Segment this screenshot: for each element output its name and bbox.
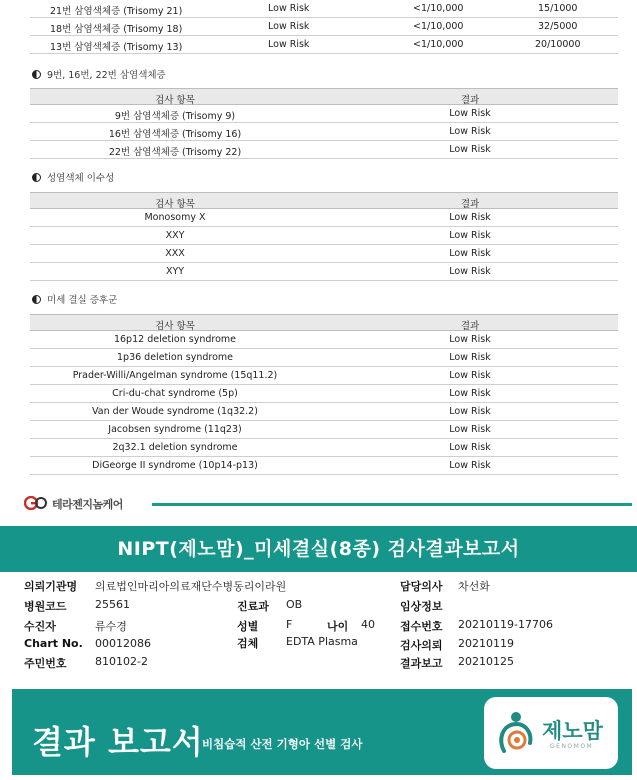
report-date-label: 결과보고	[400, 657, 443, 670]
chart-value: 00012086	[95, 637, 151, 650]
probability: <1/10,000	[413, 3, 464, 14]
receipt-value: 20210119-17706	[458, 618, 553, 631]
table-row: 16번 삼염색체증 (Trisomy 16) Low Risk	[30, 123, 618, 141]
test-result: Low Risk	[268, 39, 310, 50]
divider	[152, 503, 632, 506]
report-date-value: 20210125	[458, 655, 514, 668]
probability: <1/10,000	[413, 39, 464, 50]
report-title: NIPT(제노맘)_미세결실(8종) 검사결과보고서	[0, 526, 637, 572]
table-row: XXY Low Risk	[30, 227, 618, 245]
table-header: 검사 항목 결과	[30, 314, 618, 331]
resident-value: 810102-2	[95, 655, 148, 668]
subject-label: 수진자	[24, 620, 56, 633]
sex-chromosome-table	[30, 192, 618, 281]
trisomy-9-16-22-table	[30, 88, 618, 159]
department-value: OB	[286, 598, 303, 611]
table-row: 16p12 deletion syndrome Low Risk	[30, 331, 618, 349]
test-result: Low Risk	[268, 21, 310, 32]
table-row: 2q32.1 deletion syndrome Low Risk	[30, 439, 618, 457]
table-row: XYY Low Risk	[30, 263, 618, 281]
table-row: Jacobsen syndrome (11q23) Low Risk	[30, 421, 618, 439]
specimen-label: 검체	[237, 637, 259, 650]
table-header: 검사 항목 결과	[30, 192, 618, 209]
test-result: Low Risk	[268, 3, 310, 14]
probability: <1/10,000	[413, 21, 464, 32]
specimen-value: EDTA Plasma	[286, 635, 358, 648]
institution-label: 의뢰기관명	[24, 580, 78, 593]
table-row: Prader-Willi/Angelman syndrome (15q11.2) Low Risk	[30, 367, 618, 385]
resident-label: 주민번호	[24, 657, 67, 670]
section-title-trisomy-9-16-22: 9번, 16번, 22번 삼염색체증	[32, 67, 166, 81]
sex-value: F	[286, 618, 293, 631]
brand-badge	[484, 697, 618, 769]
table-row: Cri-du-chat syndrome (5p) Low Risk	[30, 385, 618, 403]
doctor-label: 담당의사	[400, 580, 443, 593]
request-value: 20210119	[458, 637, 514, 650]
chart-label: Chart No.	[24, 637, 83, 650]
table-row	[30, 0, 618, 18]
microdeletion-table	[30, 314, 618, 475]
footer-title: 결과 보고서	[32, 723, 204, 761]
brand-name: 제노맘	[542, 719, 603, 743]
theragen-logo-icon	[24, 496, 50, 510]
half-circle-icon	[32, 295, 41, 304]
table-row: 9번 삼염색체증 (Trisomy 9) Low Risk	[30, 105, 618, 123]
doctor-value: 차선화	[458, 580, 490, 593]
clinical-label: 임상정보	[400, 600, 443, 613]
table-row: XXX Low Risk	[30, 245, 618, 263]
table-row: DiGeorge II syndrome (10p14-p13) Low Risk	[30, 457, 618, 475]
institution-value: 의료법인마리아의료재단수병동리이라원	[95, 580, 287, 593]
ratio: 32/5000	[538, 21, 578, 32]
ratio: 15/1000	[538, 3, 578, 14]
test-item: 13번 삼염색체증 (Trisomy 13)	[50, 42, 183, 53]
age-label: 나이	[327, 620, 349, 633]
subject-value: 류수경	[95, 620, 127, 633]
genomom-logo-icon	[496, 711, 536, 755]
table-row: Van der Woude syndrome (1q32.2) Low Risk	[30, 403, 618, 421]
table-row	[30, 36, 618, 54]
section-title-sex-chromosome: 성염색체 이수성	[32, 170, 114, 184]
half-circle-icon	[32, 70, 41, 79]
age-value: 40	[361, 618, 375, 631]
section-title-microdeletion: 미세 결실 증후군	[32, 292, 117, 306]
half-circle-icon	[32, 173, 41, 182]
table-row	[30, 18, 618, 36]
table-row: Monosomy X Low Risk	[30, 209, 618, 227]
trisomy-table-continued	[30, 0, 618, 54]
table-row: 22번 삼염색체증 (Trisomy 22) Low Risk	[30, 141, 618, 159]
brand-name-english: GENOMOM	[550, 743, 594, 750]
table-row: 1p36 deletion syndrome Low Risk	[30, 349, 618, 367]
footer-banner	[12, 689, 632, 775]
footer-subtitle: 비침습적 산전 기형아 선별 검사	[202, 737, 363, 751]
request-label: 검사의뢰	[400, 639, 443, 652]
company-logo-bar	[24, 495, 624, 513]
receipt-label: 접수번호	[400, 620, 443, 633]
company-name: 테라젠지놈케어	[52, 498, 123, 511]
department-label: 진료과	[237, 600, 269, 613]
test-item: 18번 삼염색체증 (Trisomy 18)	[50, 24, 183, 35]
hospital-code-value: 25561	[95, 598, 130, 611]
ratio: 20/10000	[535, 39, 581, 50]
sex-label: 성별	[237, 620, 259, 633]
table-header: 검사 항목 결과	[30, 88, 618, 105]
test-item: 21번 삼염색체증 (Trisomy 21)	[50, 6, 183, 17]
hospital-code-label: 병원코드	[24, 600, 67, 613]
